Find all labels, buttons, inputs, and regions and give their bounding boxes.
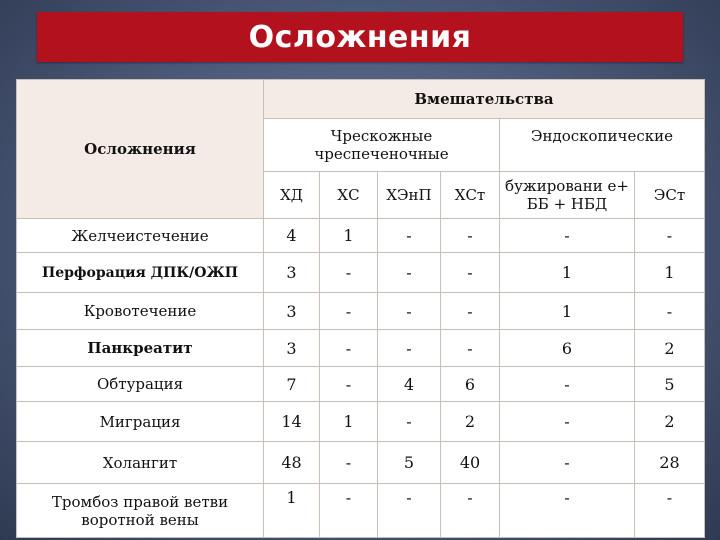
subgroup-header-endoscopic: Эндоскопические [500, 119, 705, 172]
table-cell: - [320, 484, 378, 538]
table-cell: - [441, 219, 500, 253]
table-row [17, 484, 705, 538]
table-cell: 28 [635, 442, 705, 484]
page-title: Осложнения [248, 19, 472, 55]
table-cell: - [378, 293, 441, 330]
table-cell: - [320, 293, 378, 330]
row-label: Тромбоз правой ветви воротной вены [17, 484, 264, 538]
table-cell: 40 [441, 442, 500, 484]
table-cell: 1 [264, 484, 320, 538]
table-row [17, 367, 705, 402]
table-cell: - [378, 219, 441, 253]
row-label: Миграция [17, 402, 264, 442]
complications-table [16, 79, 705, 538]
title-bar [37, 12, 683, 62]
table-cell: 2 [635, 330, 705, 367]
table-cell: - [635, 293, 705, 330]
table-cell: - [441, 484, 500, 538]
corner-header: Осложнения [17, 80, 264, 219]
complications-table-container [16, 79, 704, 537]
table-cell: 3 [264, 293, 320, 330]
table-cell: 6 [441, 367, 500, 402]
table-cell: - [441, 330, 500, 367]
table-cell: 14 [264, 402, 320, 442]
column-header: ХД [264, 172, 320, 219]
column-header: ЭСт [635, 172, 705, 219]
row-label: Обтурация [17, 367, 264, 402]
row-label: Желчеистечение [17, 219, 264, 253]
row-label: Кровотечение [17, 293, 264, 330]
table-cell: - [635, 219, 705, 253]
table-cell: - [378, 253, 441, 293]
table-cell: - [378, 402, 441, 442]
table-cell: - [441, 253, 500, 293]
column-header: ХСт [441, 172, 500, 219]
table-row [17, 442, 705, 484]
table-row [17, 402, 705, 442]
table-row [17, 253, 705, 293]
table-cell: - [320, 367, 378, 402]
row-label: Холангит [17, 442, 264, 484]
table-cell: - [500, 219, 635, 253]
table-cell: - [378, 484, 441, 538]
column-header: ХС [320, 172, 378, 219]
table-cell: - [441, 293, 500, 330]
table-cell: 3 [264, 330, 320, 367]
table-cell: - [320, 442, 378, 484]
table-cell: - [500, 442, 635, 484]
table-cell: 1 [320, 402, 378, 442]
row-label: Перфорация ДПК/ОЖП [17, 253, 264, 293]
table-cell: - [320, 253, 378, 293]
table-cell: - [500, 484, 635, 538]
table-cell: - [378, 330, 441, 367]
table-cell: - [500, 402, 635, 442]
table-cell: 4 [378, 367, 441, 402]
table-row [17, 330, 705, 367]
row-label: Панкреатит [17, 330, 264, 367]
table-cell: 1 [500, 253, 635, 293]
table-cell: - [500, 367, 635, 402]
group-header: Вмешательства [264, 80, 705, 119]
table-cell: 5 [378, 442, 441, 484]
table-cell: - [320, 330, 378, 367]
table-cell: 1 [500, 293, 635, 330]
table-cell: 3 [264, 253, 320, 293]
table-cell: 2 [441, 402, 500, 442]
table-cell: - [635, 484, 705, 538]
table-row [17, 219, 705, 253]
table-cell: 4 [264, 219, 320, 253]
column-header: бужировани е+ ББ + НБД [500, 172, 635, 219]
table-cell: 2 [635, 402, 705, 442]
table-cell: 7 [264, 367, 320, 402]
subgroup-header-percutaneous: Чрескожные чреспеченочные [264, 119, 500, 172]
table-cell: 5 [635, 367, 705, 402]
table-cell: 1 [635, 253, 705, 293]
table-cell: 1 [320, 219, 378, 253]
column-header: ХЭнП [378, 172, 441, 219]
table-row [17, 293, 705, 330]
table-cell: 48 [264, 442, 320, 484]
table-cell: 6 [500, 330, 635, 367]
